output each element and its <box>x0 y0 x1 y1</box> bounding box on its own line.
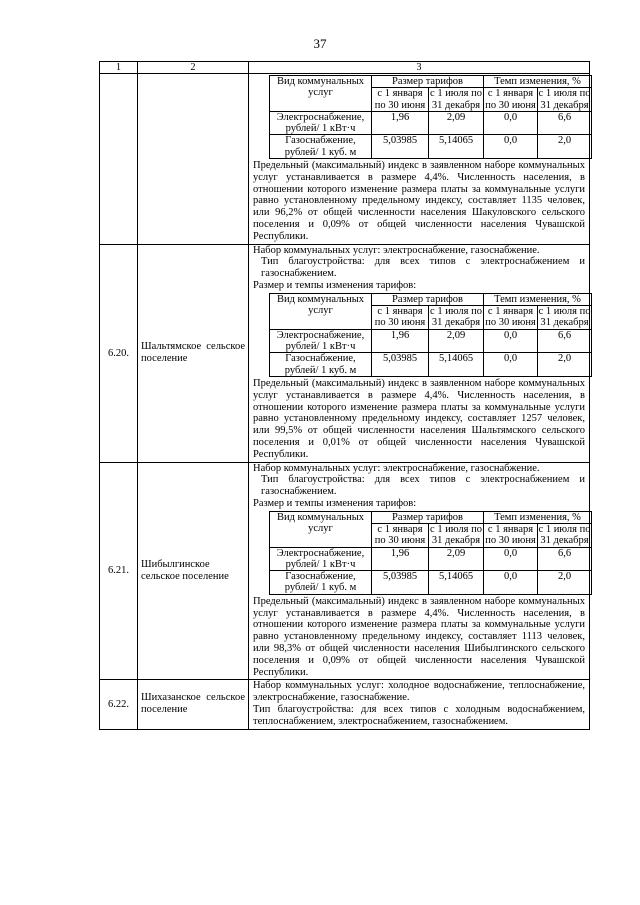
tariff-value: 5,03985 <box>372 353 429 377</box>
tariff-table <box>269 293 592 377</box>
section-content <box>249 74 590 245</box>
column-numbers-row <box>100 62 590 74</box>
service-header: Вид коммунальных услуг <box>270 511 372 547</box>
limit-index-text: Предельный (максимальный) индекс в заявленном наборе коммунальных услуг устанавливается в размере 4,4%. Численность населения, в отношении которого изменение размера платы за коммунальные услуги равно установленному предельному индексу, составляет 1135 человек, или 96,2% от общей численности населения Шакуловского сельского поселения и 0,09% от общей численности населения Чувашской Республики. <box>253 160 585 242</box>
tariff-row <box>270 135 592 159</box>
page-number: 37 <box>313 36 327 51</box>
rate-value: 0,0 <box>484 329 538 353</box>
section-number: 6.22. <box>100 680 138 729</box>
rate-value: 2,0 <box>538 571 592 595</box>
service-header: Вид коммунальных услуг <box>270 293 372 329</box>
section-row <box>100 244 590 462</box>
rate-value: 0,0 <box>484 353 538 377</box>
section-number: 6.20. <box>100 244 138 462</box>
period-header: с 1 июля по 31 декабря <box>430 88 482 111</box>
rate-value: 0,0 <box>484 111 538 135</box>
main-table <box>99 61 590 730</box>
rate-header: Темп изменения, % <box>484 511 592 523</box>
section-number: 6.21. <box>100 462 138 680</box>
section-name: Шальтямское сельское поселение <box>138 244 249 462</box>
section-number <box>100 74 138 245</box>
size-header: Размер тарифов <box>372 511 484 523</box>
tariff-value: 5,14065 <box>429 571 484 595</box>
size-header: Размер тарифов <box>372 76 484 88</box>
rate-value: 0,0 <box>484 135 538 159</box>
period-header: с 1 января по 30 июня <box>485 88 536 111</box>
tariff-value: 2,09 <box>429 111 484 135</box>
tariff-row <box>270 547 592 571</box>
rate-header: Темп изменения, % <box>484 76 592 88</box>
section-name <box>138 74 249 245</box>
service-name: Электроснабжение, рублей/ 1 кВт·ч <box>270 111 372 135</box>
period-header: с 1 июля по 31 декабря <box>430 306 482 329</box>
limit-index-text: Предельный (максимальный) индекс в заявленном наборе коммунальных услуг устанавливается в размере 4,4%. Численность населения, в отношении которого изменение размера платы за коммунальные услуги равно установленному предельному индексу, составляет 1257 человек, или 99,5% от общей численности населения Шальтямского сельского поселения и 0,01% от общей численности населения Чувашской Республики. <box>253 377 585 460</box>
section-row <box>100 680 590 729</box>
service-header: Вид коммунальных услуг <box>270 76 372 112</box>
tariff-value: 1,96 <box>372 111 429 135</box>
services-set-text: Набор коммунальных услуг: электроснабжение, газоснабжение. <box>253 244 540 256</box>
service-name: Электроснабжение, рублей/ 1 кВт·ч <box>270 329 372 353</box>
tariff-table <box>269 511 592 595</box>
period-header: с 1 января по 30 июня <box>485 306 536 329</box>
tariff-size-caption: Размер и темпы изменения тарифов: <box>253 280 417 292</box>
improvement-type-text: Тип благоустройства: для всех типов с электроснабжением и газоснабжением. <box>261 256 585 280</box>
rate-value: 2,0 <box>538 353 592 377</box>
service-name: Газоснабжение, рублей/ 1 куб. м <box>270 353 372 377</box>
tariff-value: 5,14065 <box>429 353 484 377</box>
services-set-text: Набор коммунальных услуг: холодное водоснабжение, теплоснабжение, электроснабжение, газоснабжение. <box>253 680 585 704</box>
size-header: Размер тарифов <box>372 293 484 305</box>
tariff-value: 1,96 <box>372 329 429 353</box>
tariff-row <box>270 353 592 377</box>
rate-value: 6,6 <box>538 111 592 135</box>
service-name: Газоснабжение, рублей/ 1 куб. м <box>270 135 372 159</box>
tariff-value: 5,03985 <box>372 571 429 595</box>
tariff-row <box>270 329 592 353</box>
section-content <box>249 680 590 729</box>
period-header: с 1 января по 30 июня <box>485 523 536 547</box>
rate-value: 0,0 <box>484 571 538 595</box>
tariff-value: 5,14065 <box>429 135 484 159</box>
column-number: 3 <box>249 62 590 74</box>
service-name: Электроснабжение, рублей/ 1 кВт·ч <box>270 547 372 571</box>
rate-value: 6,6 <box>538 329 592 353</box>
section-row <box>100 74 590 245</box>
improvement-type-text: Тип благоустройства: для всех типов с холодным водоснабжением, теплоснабжением, электроснабжением, газоснабжением. <box>253 703 585 727</box>
section-row <box>100 462 590 680</box>
limit-index-text: Предельный (максимальный) индекс в заявленном наборе коммунальных услуг устанавливается в размере 4,4%. Численность населения, в отношении которого изменение размера платы за коммунальные услуги равно установленному предельному индексу, составляет 1113 человек, или 98,3% от общей численности населения Шибылгинского сельского поселения и 0,09% от общей численности населения Чувашской Республики. <box>253 595 585 678</box>
period-header: с 1 июля по 31 декабря <box>538 523 591 547</box>
tariff-value: 5,03985 <box>372 135 429 159</box>
services-set-text: Набор коммунальных услуг: электроснабжение, газоснабжение. <box>253 462 540 474</box>
tariff-value: 2,09 <box>429 547 484 571</box>
section-content <box>249 244 590 462</box>
period-header: с 1 июля по 31 декабря <box>430 523 482 547</box>
section-content <box>249 462 590 680</box>
period-header: с 1 января по 30 июня <box>372 306 429 330</box>
improvement-type-text: Тип благоустройства: для всех типов с электроснабжением и газоснабжением. <box>261 474 585 498</box>
section-name: Шибылгинское сельское поселение <box>138 462 249 680</box>
tariff-row <box>270 571 592 595</box>
column-number: 1 <box>100 62 138 74</box>
rate-value: 6,6 <box>538 547 592 571</box>
period-header: с 1 июля по 31 декабря <box>538 306 591 329</box>
tariff-table <box>269 75 592 159</box>
rate-value: 2,0 <box>538 135 592 159</box>
section-name: Шихазанское сельское поселение <box>138 680 249 729</box>
period-header: с 1 июля по 31 декабря <box>538 88 591 111</box>
tariff-value: 2,09 <box>429 329 484 353</box>
tariff-size-caption: Размер и темпы изменения тарифов: <box>253 497 417 509</box>
tariff-row <box>270 111 592 135</box>
rate-header: Темп изменения, % <box>484 293 592 305</box>
period-header: с 1 января по 30 июня <box>372 88 429 112</box>
period-header: с 1 января по 30 июня <box>372 523 429 547</box>
column-number: 2 <box>138 62 249 74</box>
service-name: Газоснабжение, рублей/ 1 куб. м <box>270 571 372 595</box>
rate-value: 0,0 <box>484 547 538 571</box>
tariff-value: 1,96 <box>372 547 429 571</box>
